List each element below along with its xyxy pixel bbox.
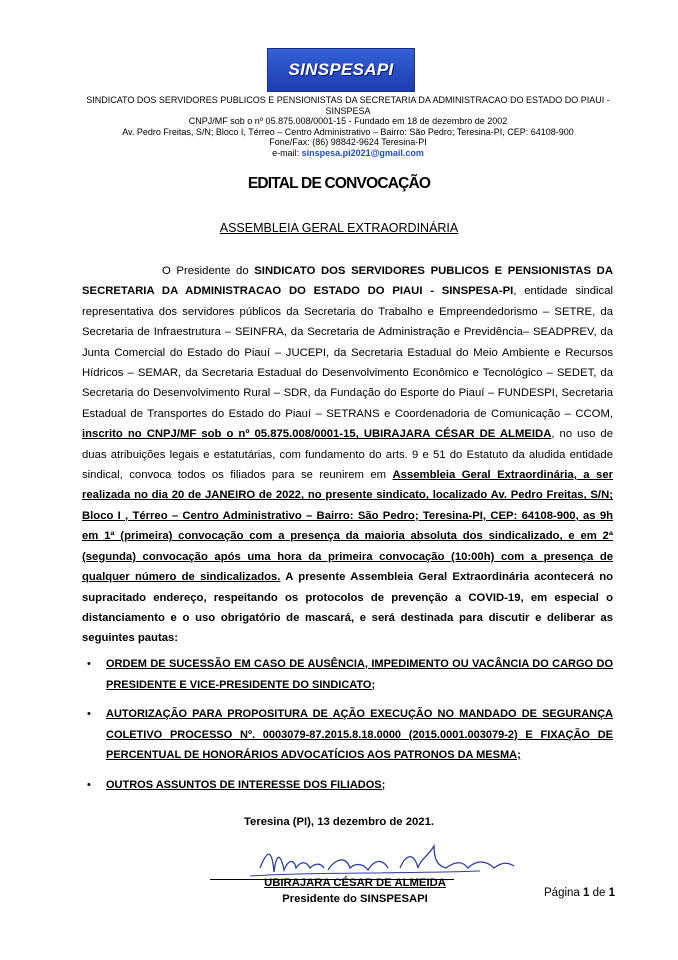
paragraph-part: , entidade sindical representativa dos servidores públicos da Secretaria do Trabalho e Empreendedorismo – SETRE, da Secretaria de Infraestrutura – SEINFRA, da Secretaria de Administração e Previdência– SEADPREV, da Junta Comercial do Estado do Piauí – JUCEPI, da Secretaria Estadual do Meio Ambiente e Recursos Hídricos – SEMAR, da Secretaria Estadual do Desenvolvimento Econômico e Tecnológico – SEDET, da Secretaria do Desenvolvimento Rural – SDR, da Fundação do Esporte do Piauí – FUNDESPI, Secretaria Estadual de Transportes do Estado do Piauí – SETRANS e Coordenadoria de Comunicação – CCOM, [82, 285, 614, 420]
cnpj-president: inscrito no CNPJ/MF sob o nº 05.875.008/0001-15, UBIRAJARA CÉSAR DE ALMEIDA [82, 428, 552, 441]
agenda-item-text: AUTORIZAÇÃO PARA PROPOSITURA DE AÇÃO EXECUÇÃO NO MANDADO DE SEGURANÇA COLETIVO PROCESSO Nº. 0003079-87.2015.8.18.0000 (2015.0001.003079-2) E FIXAÇÃO DE PERCENTUAL DE HONORÁRIOS ADVOCATÍCIOS AOS PATRONOS DA MESMA; [106, 708, 613, 761]
letterhead [80, 95, 616, 158]
signer-role: Presidente do SINSPESAPI [282, 893, 428, 905]
sinspesapi-logo [267, 48, 415, 92]
agenda-item [82, 654, 613, 695]
page-current: 1 [583, 887, 590, 899]
assembly-details: Assembleia Geral Extraordinária, a ser realizada no dia 20 de JANEIRO de 2022, no presente sindicato, localizado Av. Pedro Freitas, S/N; Bloco I , Térreo – Centro Administrativo – Bairro: São Pedro; Teresina-PI, CEP: 64108-900, as 9h em 1ª (primeira) convocação com a presença da maioria absoluta dos sindicalizado, e em 2ª (segunda) convocação após uma hora da primeira convocação (10:00h) com a presença de qualquer número de sindicalizados. [82, 469, 613, 584]
signer-name: UBIRAJARA CÉSAR DE ALMEIDA [264, 877, 446, 889]
agenda-item-text: ORDEM DE SUCESSÃO EM CASO DE AUSÊNCIA, IMPEDIMENTO OU VACÂNCIA DO CARGO DO PRESIDENTE E VICE-PRESIDENTE DO SINDICATO; [106, 658, 613, 691]
convocation-paragraph [82, 261, 613, 649]
agenda-item [82, 704, 613, 766]
page-number [544, 887, 615, 899]
cnpj-line: CNPJ/MF sob o nº 05.875.008/0001-15 - Fundado em 18 de dezembro de 2002 [188, 116, 508, 126]
bullet-icon: • [87, 708, 91, 720]
email-line [80, 148, 616, 159]
logo-text: SINSPESAPI [288, 60, 394, 79]
union-name: SINDICATO DOS SERVIDORES PUBLICOS E PENSIONISTAS DA SECRETARIA DA ADMINISTRACAO DO ESTADO DO PIAUI - SINSPESA-PI [82, 265, 613, 298]
page-prefix: Página [544, 887, 580, 899]
agenda-item-text: OUTROS ASSUNTOS DE INTERESSE DOS FILIADOS; [106, 778, 386, 791]
email-link[interactable]: sinspesa.pi2021@gmail.com [301, 147, 424, 158]
paragraph-part: , no uso de duas atribuições legais e estatutárias, com fundamento do arts. 9 e 51 do Estatuto da aludida entidade sindical, convoca todos os filiados para se reunirem em [82, 428, 613, 482]
address-line: Av. Pedro Freitas, S/N; Bloco I, Térreo – Centro Administrativo – Bairro: São Pedro; Teresina-PI, CEP: 64108-900 [122, 126, 574, 137]
document-subtitle: ASSEMBLEIA GERAL EXTRAORDINÁRIA [219, 221, 459, 235]
assembly-protocol: A presente Assembleia Geral Extraordinária acontecerá no supracitado endereço, respeitando os protocolos de prevenção a COVID-19, em especial o distanciamento e o uso obrigatório de mascará, e será destinada para discutir e deliberar as seguintes pautas: [82, 571, 613, 645]
paragraph-part: O Presidente do [162, 265, 255, 277]
phone-line: Fone/Fax: (86) 98842-9624 Teresina-PI [269, 137, 427, 147]
document-title: EDITAL DE CONVOCAÇÃO [247, 175, 431, 192]
page-total: 1 [608, 887, 616, 899]
org-name: SINDICATO DOS SERVIDORES PUBLICOS E PENSIONISTAS DA SECRETARIA DA ADMINISTRACAO DO ESTADO DO PIAUI - SINSPESA [86, 95, 610, 116]
place-date: Teresina (PI), 13 dezembro de 2021. [243, 816, 435, 828]
page-sep: de [592, 887, 606, 899]
bullet-icon: • [87, 778, 91, 791]
email-label: e-mail: [272, 147, 300, 158]
agenda-list [82, 654, 613, 804]
bullet-icon: • [87, 658, 91, 670]
agenda-item [82, 775, 613, 796]
